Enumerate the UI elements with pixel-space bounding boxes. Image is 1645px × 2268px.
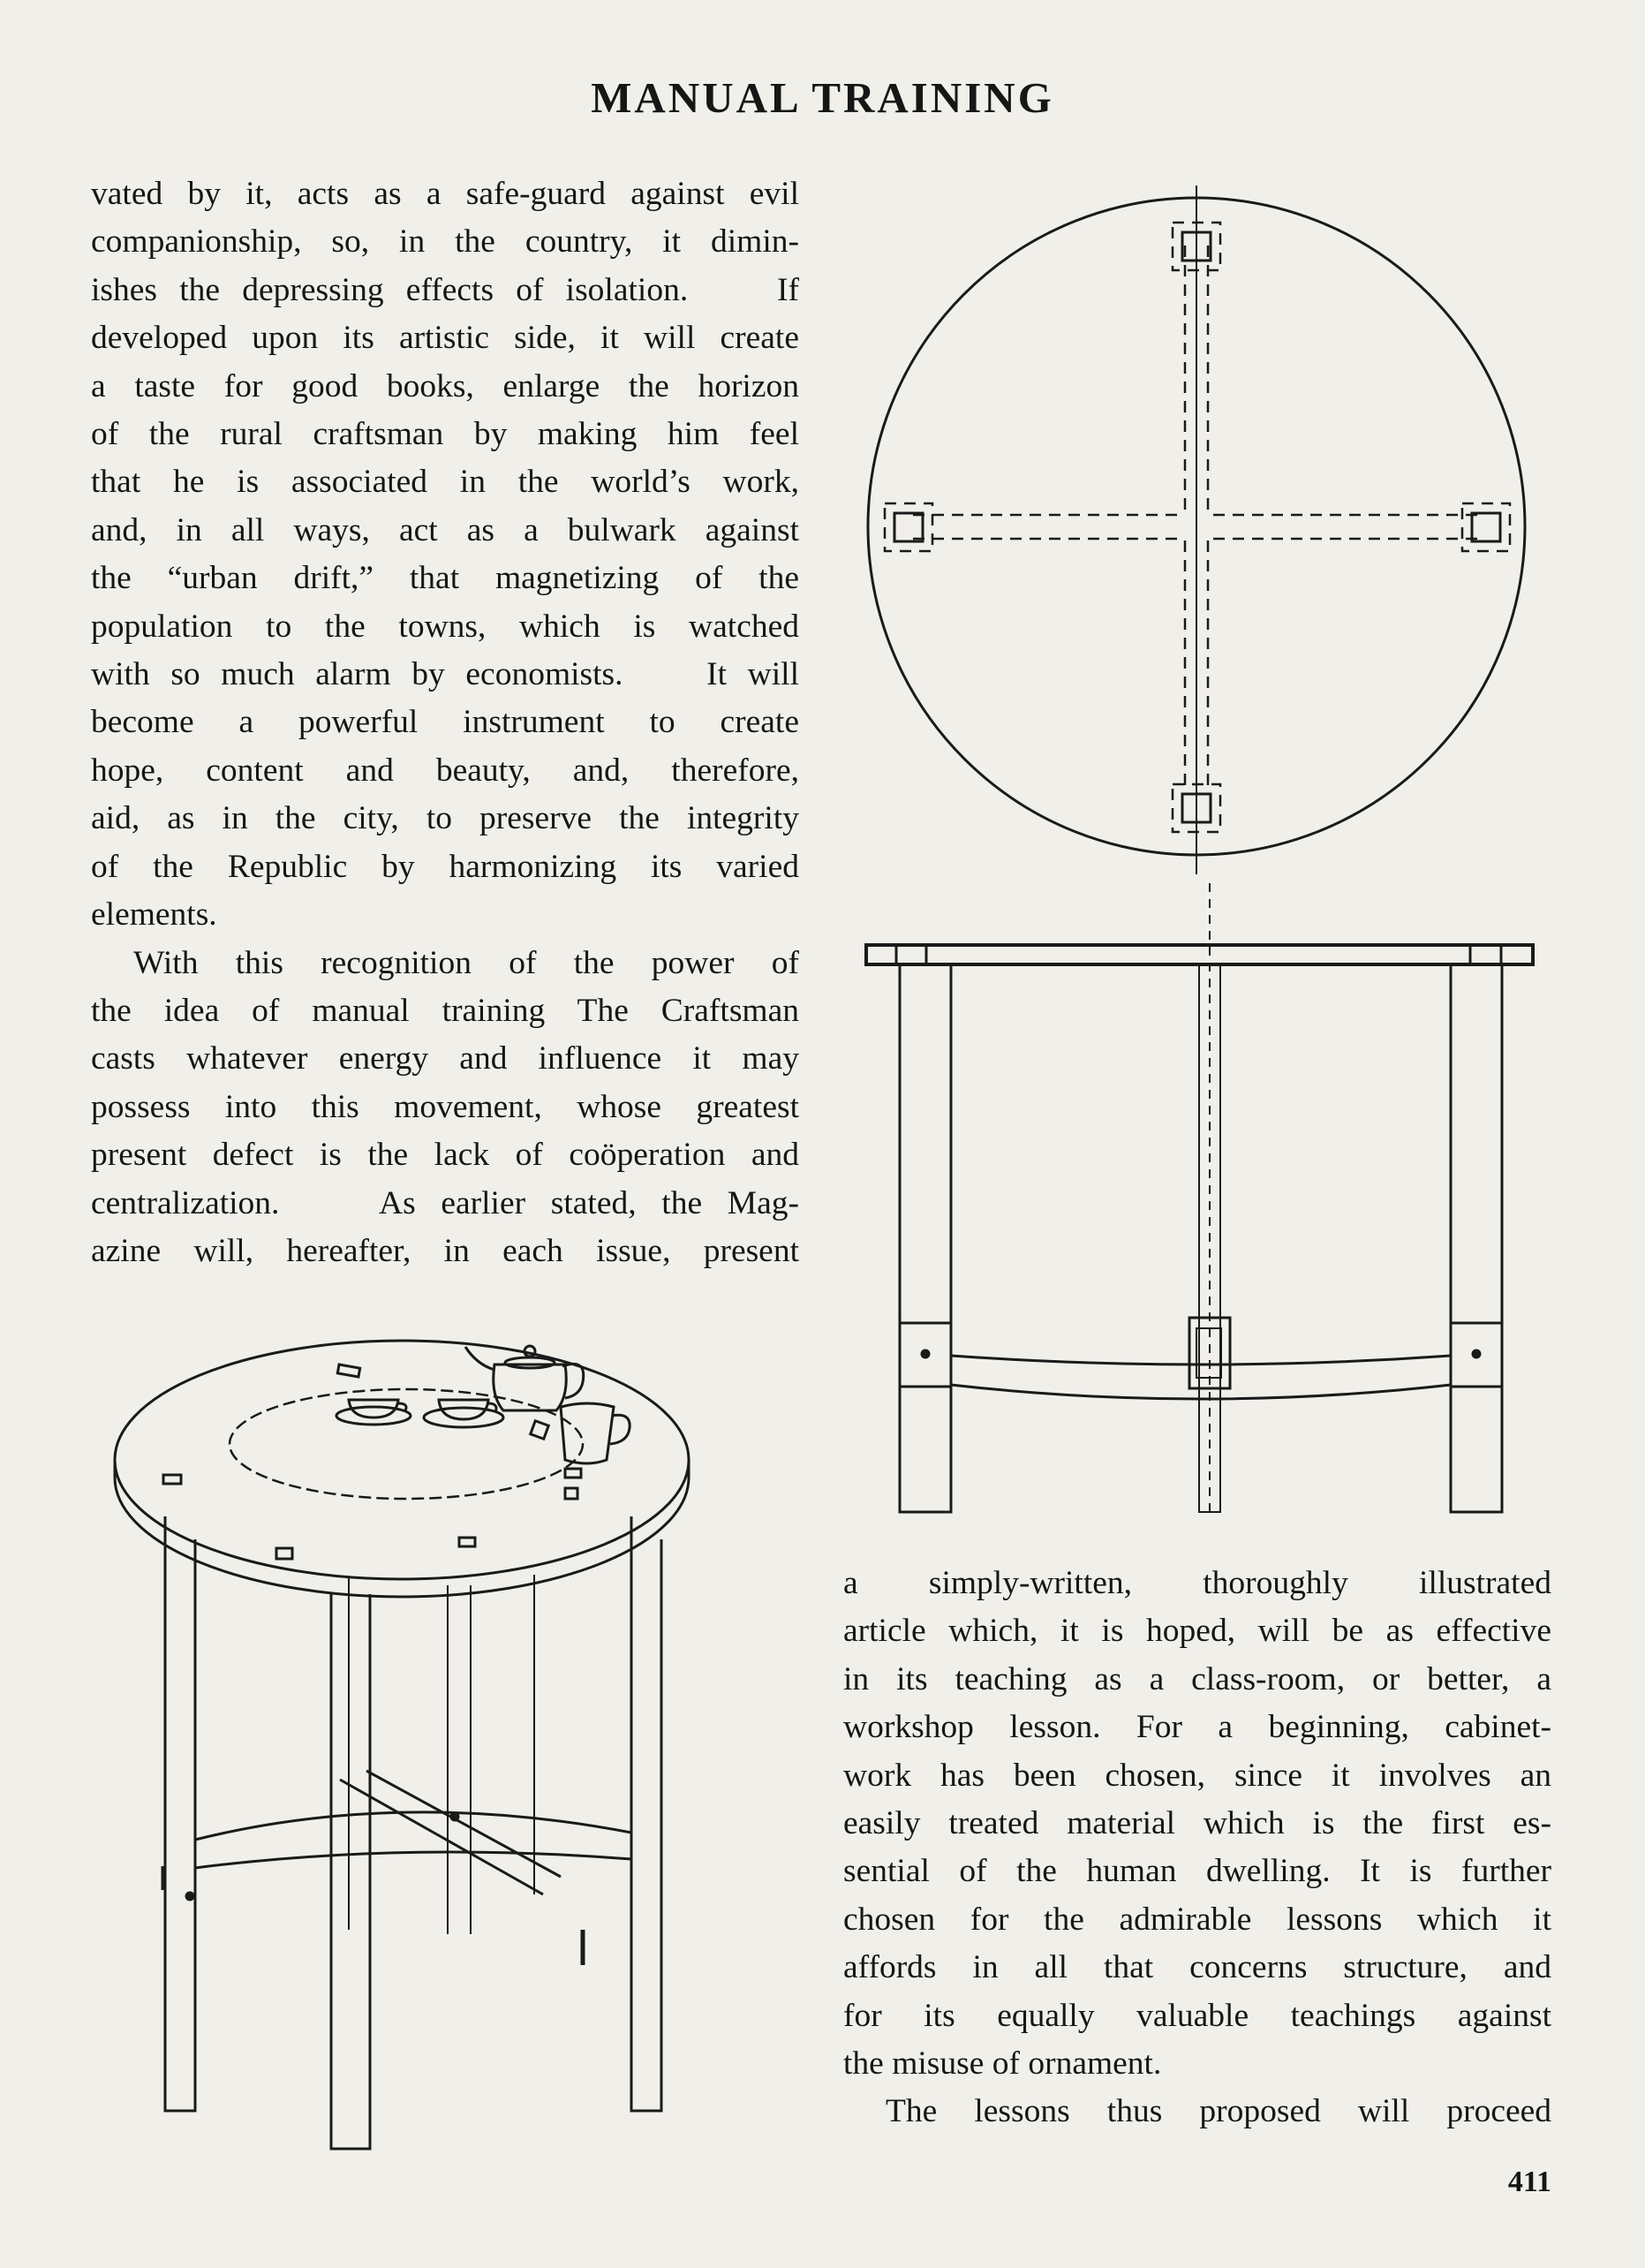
text-line: vated by it, acts as a safe-guard against evil [91,176,799,212]
page-title: MANUAL TRAINING [591,73,1054,122]
text-line: in its teaching as a class-room, or better, a [843,1660,1551,1697]
text-line: a simply-written, thoroughly illustrated [843,1565,1551,1601]
table-side-elevation-drawing [861,883,1541,1519]
text-line: With this recognition of the power of [133,944,799,981]
text-line: aid, as in the city, to preserve the integrity [91,800,799,837]
text-line: population to the towns, which is watched [91,608,799,645]
text-line: possess into this movement, whose greatest [91,1088,799,1125]
text-line: article which, it is hoped, will be as effective [843,1613,1551,1650]
text-line: sential of the human dwelling. It is further [843,1853,1551,1890]
text-line: with so much alarm by economists. It will [91,656,799,693]
text-line: present defect is the lack of coöperation and [91,1137,799,1174]
text-line: that he is associated in the world’s work, [91,464,799,501]
text-line: of the Republic by harmonizing its varied [91,848,799,885]
round-table-with-tea-set-drawing [110,1312,693,2151]
text-line: for its equally valuable teachings against [843,1997,1551,2034]
text-line: developed upon its artistic side, it will create [91,320,799,357]
left-text-column [91,170,799,1275]
text-line: the idea of manual training The Craftsman [91,992,799,1029]
text-line: chosen for the admirable lessons which it [843,1901,1551,1938]
text-line: and, in all ways, act as a bulwark against [91,511,799,548]
text-line: azine will, hereafter, in each issue, present [91,1232,799,1269]
text-line: become a powerful instrument to create [91,704,799,741]
text-line: elements. [91,896,217,934]
text-line: hope, content and beauty, and, therefore, [91,752,799,789]
right-text-column [843,1560,1551,2136]
text-line: workshop lesson. For a beginning, cabinet- [843,1709,1551,1746]
page-number: 411 [1507,2166,1551,2198]
text-line: centralization. As earlier stated, the Mag- [91,1184,799,1221]
text-line: ishes the depressing effects of isolation. If [91,271,799,308]
text-line: of the rural craftsman by making him feel [91,416,799,453]
text-line: affords in all that concerns structure, and [843,1949,1551,1986]
text-line: work has been chosen, since it involves an [843,1757,1551,1794]
text-line: a taste for good books, enlarge the horizon [91,367,799,404]
text-line: the misuse of ornament. [843,2045,1162,2083]
text-line: the “urban drift,” that magnetizing of the [91,560,799,597]
text-line: casts whatever energy and influence it may [91,1040,799,1077]
round-table-top-plan-drawing [856,177,1528,883]
text-line: companionship, so, in the country, it dimin- [91,223,799,261]
text-line: The lessons thus proposed will proceed [886,2093,1551,2130]
text-line: easily treated material which is the first es- [843,1805,1551,1842]
